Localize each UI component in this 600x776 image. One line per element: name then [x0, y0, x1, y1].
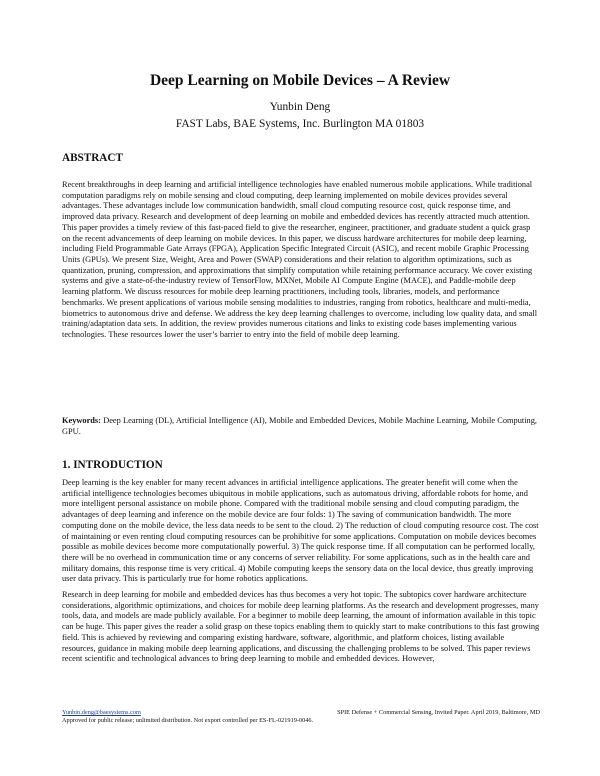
author-affiliation: FAST Labs, BAE Systems, Inc. Burlington MA 01803	[175, 118, 425, 130]
author-email-link[interactable]: Yunbin.deng@baesystems.com	[62, 709, 141, 716]
introduction-paragraph-1: Deep learning is the key enabler for many recent advances in artificial intelligence applications. The greater benefit will come when the artificial intelligence technologies becomes ubiquitous in mobile applications, such as automatous driving, affordable robots for home, and more intelligent personal assistance on mobile phone. Compared with the traditional mobile sensing and cloud computing paradigm, the advantages of deep learning and inference on the mobile device are four folds: 1) The saving of communication bandwidth. The more computing done on the mobile device, the less data needs to be sent to the cloud. 2) The reduction of cloud computing resource cost. The cost of maintaining or even renting cloud computing resources can be prohibitive for some applications. Computation on mobile devices becomes possible as mobile devices become more computationally powerful. 3) The quick response time. If all computation can be performed locally, there will be no overhead in communication time or any concerns of server reliability. For some applications, such as in the health care and military domains, this response time is very critical. 4) Mobile computing keeps the sensory data on the local device, thus greatly improving user data privacy. This is particularly true for home robotics applications.	[62, 478, 539, 584]
introduction-heading: 1. INTRODUCTION	[62, 459, 163, 471]
release-statement: Approved for public release; unlimited distribution. Not export controlled per ES-FL-021919-0046.	[62, 717, 314, 725]
introduction-paragraph-2: Research in deep learning for mobile and embedded devices has thus becomes a very hot topic. The subtopics cover hardware architecture considerations, algorithmic optimizations, and choices for mobile deep learning platforms. As the research and development progresses, many tools, data, and models are made publicly available. For a beginner to mobile deep learning, the amount of information available in this topic can be huge. This paper gives the reader a solid grasp on these topics enabling them to quickly start to make contributions to this fast growing field. This is achieved by reviewing and comparing existing hardware, software, algorithmic, and platform choices, listing available resources, guidance in making mobile deep learning applications, and discussing the challenging problems to be solved. This paper reviews recent scientific and technological advances to bring deep learning to mobile and embedded devices. However,	[62, 590, 540, 664]
conference-info: SPIE Defense + Commercial Sensing, Invited Paper. April 2019, Baltimore, MD	[337, 709, 540, 716]
author-name: Yunbin Deng	[269, 101, 331, 113]
paper-title: Deep Learning on Mobile Devices – A Review	[149, 72, 451, 89]
abstract-heading: ABSTRACT	[62, 152, 123, 164]
page-footer	[62, 709, 540, 726]
abstract-body: Recent breakthroughs in deep learning and artificial intelligence technologies have enabled numerous mobile applications. While traditional computation paradigms rely on mobile sensing and cloud computing, deep learning implemented on mobile devices provides several advantages. These advantages include low communication bandwidth, small cloud computing resource cost, quick response time, and improved data privacy. Research and development of deep learning on mobile and embedded devices has recently attracted much attention. This paper provides a timely review of this fast-paced field to give the researcher, engineer, practitioner, and graduate student a quick grasp on the recent advancements of deep learning on mobile devices. In this paper, we discuss hardware architectures for mobile deep learning, including Field Programmable Gate Arrays (FPGA), Application Specific Integrated Circuit (ASIC), and recent mobile Graphic Processing Units (GPUs). We present Size, Weight, Area and Power (SWAP) considerations and their relation to algorithm optimizations, such as quantization, pruning, compression, and approximations that simplify computation while retaining performance accuracy. We cover existing systems and give a state-of-the-industry review of TensorFlow, MXNet, Mobile AI Compute Engine (MACE), and Paddle-mobile deep learning platform. We discuss resources for mobile deep learning practitioners, including tools, libraries, models, and performance benchmarks. We present applications of various mobile sensing modalities to industries, ranging from robotics, healthcare and multi-media, biometrics to autonomous drive and defense. We address the key deep learning challenges to overcome, including low quality data, and small training/adaptation data sets. In addition, the review provides numerous citations and links to existing code bases implementing various technologies. These resources lower the user’s barrier to entry into the field of mobile deep learning.	[62, 180, 538, 340]
footer-row-1	[62, 709, 540, 717]
keywords-label: Keywords:	[62, 416, 101, 425]
keywords	[62, 416, 540, 437]
keywords-text: Deep Learning (DL), Artificial Intelligence (AI), Mobile and Embedded Devices, Mobile Machine Learning, Mobile Computing, GPU.	[62, 416, 537, 436]
